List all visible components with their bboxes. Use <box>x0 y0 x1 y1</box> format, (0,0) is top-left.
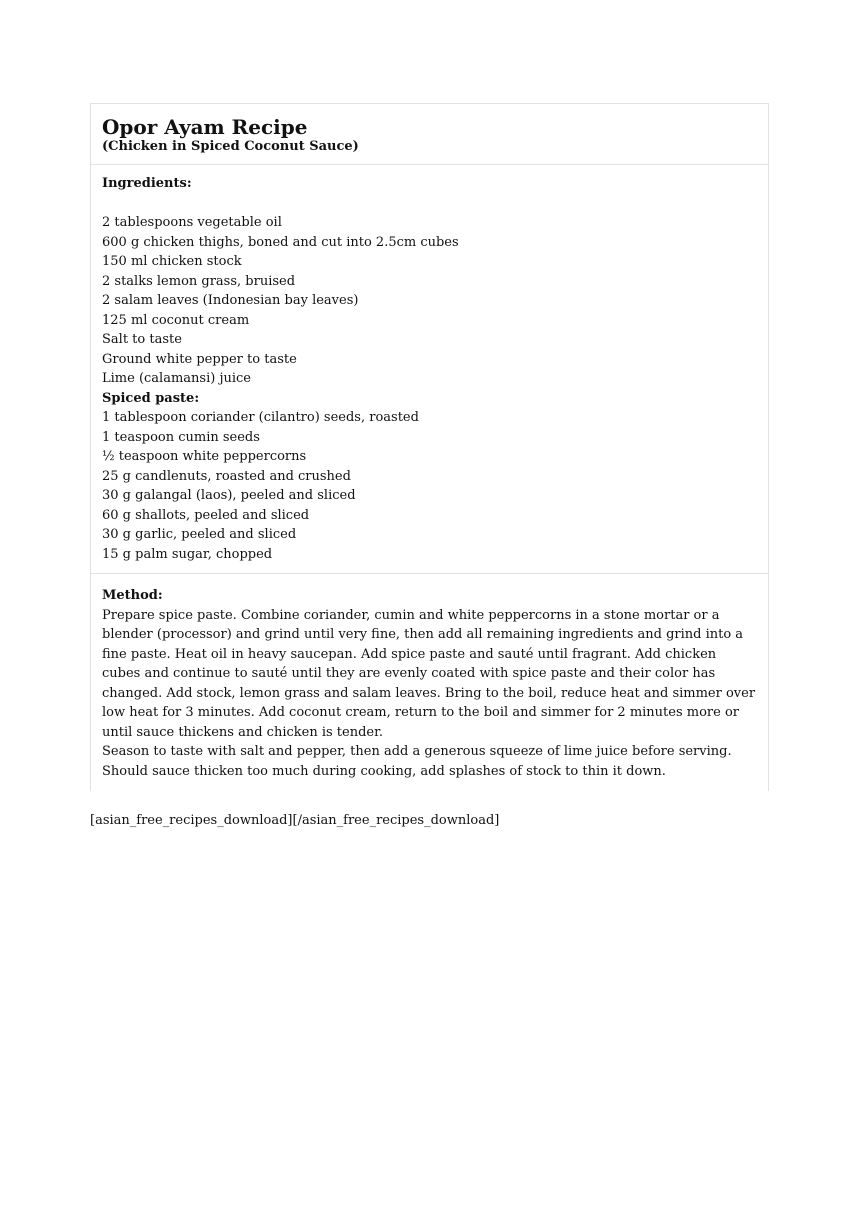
ingredients-section <box>91 165 768 574</box>
paste-ingredient-item: 30 g garlic, peeled and sliced <box>102 527 297 542</box>
recipe-header <box>91 104 768 165</box>
ingredient-item: 2 tablespoons vegetable oil <box>102 215 282 230</box>
paste-ingredient-item: 60 g shallots, peeled and sliced <box>102 507 310 523</box>
method-paragraph: Season to taste with salt and pepper, then add a generous squeeze of lime juice before serving. Should sauce thicken too much during cooking, add splashes of stock to thin it down. <box>102 744 732 779</box>
download-shortcode: [asian_free_recipes_download][/asian_free_recipes_download] <box>90 813 500 828</box>
paste-ingredient-item: 1 teaspoon cumin seeds <box>102 429 260 445</box>
method-heading: Method: <box>102 588 163 603</box>
paste-ingredient-item: 25 g candlenuts, roasted and crushed <box>102 468 351 484</box>
ingredient-item: 600 g chicken thighs, boned and cut into 2.5cm cubes <box>102 234 459 250</box>
paste-ingredient-item: ½ teaspoon white peppercorns <box>102 449 307 464</box>
ingredient-item: Ground white pepper to taste <box>102 351 297 367</box>
spiced-paste-heading: Spiced paste: <box>102 390 200 406</box>
ingredients-heading: Ingredients: <box>102 176 192 191</box>
ingredient-item: Salt to taste <box>102 332 182 347</box>
method-section <box>91 574 768 791</box>
paste-ingredient-item: 1 tablespoon coriander (cilantro) seeds, roasted <box>102 410 419 425</box>
method-paragraph: Prepare spice paste. Combine coriander, cumin and white peppercorns in a stone mortar or a blender (processor) and grind until very fine, then add all remaining ingredients and grind into a fine paste. Heat oil in heavy saucepan. Add spice paste and sauté until fragrant. Add chicken cubes and continue to sauté until they are evenly coated with spice paste and their color has changed. Add stock, lemon grass and salam leaves. Bring to the boil, reduce heat and simmer over low heat for 3 minutes. Add coconut cream, return to the boil and simmer for 2 minutes more or until sauce thickens and chicken is tender. <box>102 607 756 740</box>
recipe-card <box>90 103 769 791</box>
paste-ingredient-item: 15 g palm sugar, chopped <box>102 546 273 562</box>
paste-ingredient-item: 30 g galangal (laos), peeled and sliced <box>102 488 356 503</box>
recipe-subtitle: (Chicken in Spiced Coconut Sauce) <box>102 139 359 154</box>
recipe-title: Opor Ayam Recipe <box>102 115 308 139</box>
ingredient-item: 2 stalks lemon grass, bruised <box>102 273 296 289</box>
spacer <box>102 194 757 214</box>
ingredient-item: 125 ml coconut cream <box>102 312 250 328</box>
ingredient-item: Lime (calamansi) juice <box>102 371 251 386</box>
ingredient-item: 2 salam leaves (Indonesian bay leaves) <box>102 293 359 308</box>
ingredient-item: 150 ml chicken stock <box>102 254 242 269</box>
